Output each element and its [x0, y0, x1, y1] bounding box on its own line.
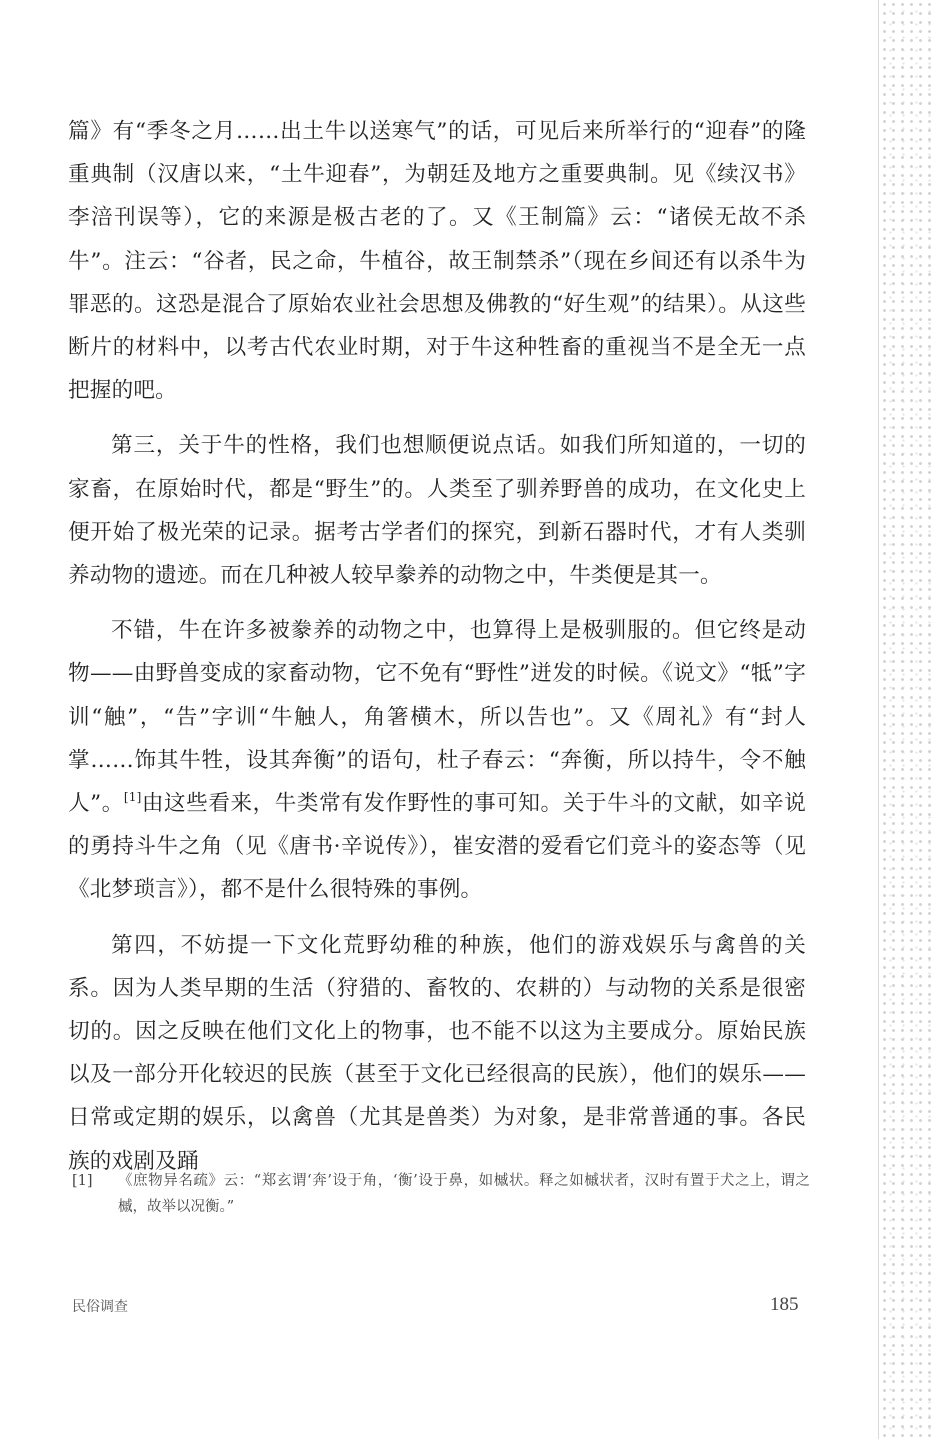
paragraph-1: 篇》有“季冬之月……出土牛以送寒气”的话，可见后来所举行的“迎春”的隆重典制（汉唐以来，“土牛迎春”，为朝廷及地方之重要典制。见《续汉书》李涪刊误等），它的来源是极古老的了。又《王制篇》云：“诸侯无故不杀牛”。注云：“谷者，民之命，牛植谷，故王制禁杀”（现在乡间还有以杀牛为罪恶的。这恐是混合了原始农业社会思想及佛教的“好生观”的结果）。从这些断片的材料中，以考古代农业时期，对于牛这种牲畜的重视当不是全无一点把握的吧。 — [68, 119, 806, 404]
paragraph-2: 第三，关于牛的性格，我们也想顺便说点话。如我们所知道的，一切的家畜，在原始时代，都是“野生”的。人类至了驯养野兽的成功，在文化史上便开始了极光荣的记录。据考古学者们的探究，到新石器时代，才有人类驯养动物的遗迹。而在几种被人较早豢养的动物之中，牛类便是其一。 — [68, 433, 806, 589]
footnotes — [72, 1168, 810, 1220]
paragraph-3-text-before: 不错，牛在许多被豢养的动物之中，也算得上是极驯服的。但它终是动物——由野兽变成的家畜动物，它不免有“野性”迸发的时候。《说文》“牴”字训“触”，“告”字训“牛触人，角箸横木，所以告也”。又《周礼》有“封人掌……饰其牛牲，设其奔衡”的语句，杜子春云：“奔衡，所以持牛，令不触人”。 — [68, 618, 806, 817]
paragraph-4: 第四，不妨提一下文化荒野幼稚的种族，他们的游戏娱乐与禽兽的关系。因为人类早期的生活（狩猎的、畜牧的、农耕的）与动物的关系是很密切的。因之反映在他们文化上的物事，也不能不以这为主要成分。原始民族以及一部分开化较迟的民族（甚至于文化已经很高的民族），他们的娱乐——日常或定期的娱乐，以禽兽（尤其是兽类）为对象，是非常普通的事。各民族的戏剧及踊 — [68, 932, 806, 1174]
footnote-number: [1] — [72, 1173, 93, 1189]
running-head: 民俗调查 — [72, 1299, 128, 1315]
footnote-reference[interactable]: [1] — [123, 790, 142, 805]
paragraph-3-text-after: 由这些看来，牛类常有发作野性的事可知。关于牛斗的文献，如辛说的勇持斗牛之角（见《唐书·辛说传》），崔安潜的爱看它们竞斗的姿态等（见《北梦琐言》），都不是什么很特殊的事例。 — [68, 791, 806, 903]
paragraph-3 — [68, 609, 806, 911]
page-edge-texture — [880, 0, 935, 1439]
page-number: 185 — [770, 1294, 799, 1315]
footnote-text: 《庶物异名疏》云：“郑玄谓‘奔’设于角，‘衡’设于鼻，如槭状。释之如槭状者，汉时有置于犬之上，谓之槭，故举以况衡。” — [118, 1173, 810, 1215]
footnote-item — [72, 1168, 810, 1220]
body-text — [68, 110, 806, 1183]
page-edge-line — [878, 0, 879, 1439]
